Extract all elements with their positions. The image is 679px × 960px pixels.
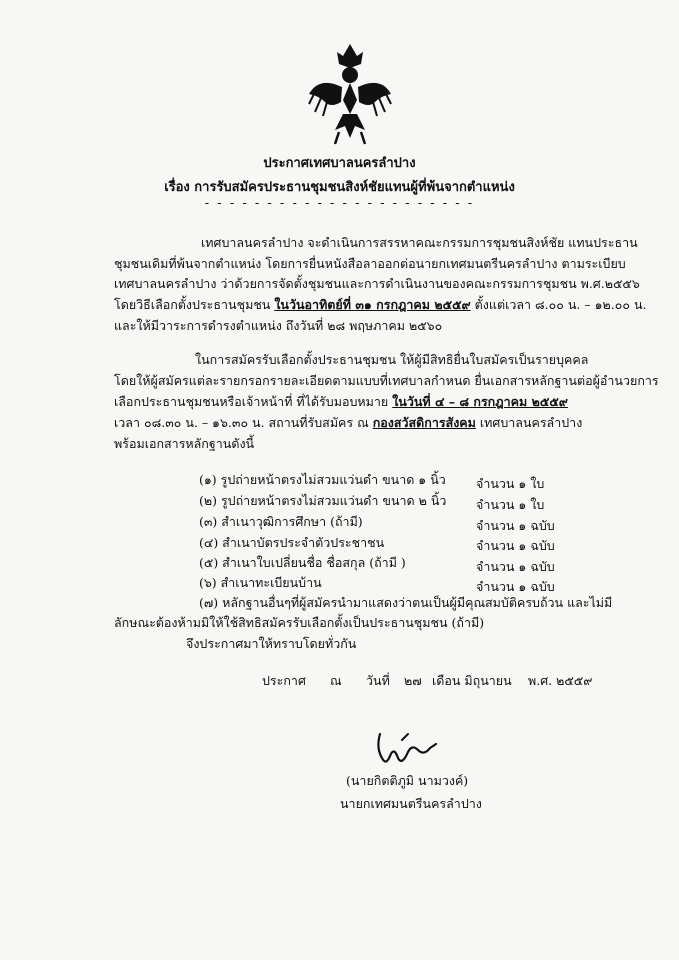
para1-line3: เทศบาลนครลำปาง ว่าด้วยการจัดตั้งชุมชนและการดำเนินงานของคณะกรรมการชุมชน พ.ศ.๒๕๕๖ bbox=[114, 276, 640, 291]
dateline-announced: ประกาศ bbox=[262, 673, 306, 688]
list-item-label: (๒) รูปถ่ายหน้าตรงไม่สวมแว่นดำ ขนาด ๒ นิ้ว bbox=[199, 493, 447, 508]
application-date: ในวันที่ ๔ – ๘ กรกฎาคม ๒๕๕๙ bbox=[392, 394, 568, 409]
list-item-label: (๖) สำเนาทะเบียนบ้าน bbox=[199, 575, 322, 590]
dateline-day: ๒๗ bbox=[404, 673, 422, 688]
list-item-qty: จำนวน ๑ ใบ bbox=[476, 497, 545, 512]
garuda-emblem-icon bbox=[305, 42, 395, 147]
list-item-qty: จำนวน ๑ ฉบับ bbox=[476, 538, 555, 553]
title-divider: - - - - - - - - - - - - - - - - - - - - - - bbox=[204, 196, 475, 211]
list-item-qty: จำนวน ๑ ฉบับ bbox=[476, 559, 555, 574]
list-item-label: (๔) สำเนาบัตรประจำตัวประชาชน bbox=[199, 535, 385, 550]
list-item-qty: จำนวน ๑ ใบ bbox=[476, 476, 545, 491]
list-item-qty: จำนวน ๑ ฉบับ bbox=[476, 579, 555, 594]
dateline-day-label: วันที่ bbox=[366, 673, 390, 688]
para2-line1: ในการสมัครรับเลือกตั้งประธานชุมชน ให้ผู้มีสิทธิยื่นใบสมัครเป็นรายบุคคล bbox=[195, 352, 589, 367]
para1-line1: เทศบาลนครลำปาง จะดำเนินการสรรหาคณะกรรมการชุมชนสิงห์ชัย แทนประธาน bbox=[201, 235, 638, 250]
para1-line5: และให้มีวาระการดำรงตำแหน่ง ถึงวันที่ ๒๘ พฤษภาคม ๒๕๖๐ bbox=[114, 318, 443, 333]
para2-line5: พร้อมเอกสารหลักฐานดังนี้ bbox=[114, 436, 255, 451]
list-item-label: (๕) สำเนาใบเปลี่ยนชื่อ ชื่อสกุล (ถ้ามี ) bbox=[199, 555, 406, 570]
para2-line2: โดยให้ผู้สมัครแต่ละรายกรอกรายละเอียดตามแบบที่เทศบาลกำหนด ยื่นเอกสารหลักฐานต่อผู้อำนวยการ bbox=[114, 373, 659, 388]
para1-line4: โดยวิธีเลือกตั้งประธานชุมชน ในวันอาทิตย์ที่ ๓๑ กรกฎาคม ๒๕๕๙ ตั้งแต่เวลา ๘.๐๐ น. – ๑๒.๐๐ น. bbox=[114, 297, 647, 312]
list-item-label: (๓) สำเนาวุฒิการศึกษา (ถ้ามี) bbox=[199, 514, 363, 529]
election-date: ในวันอาทิตย์ที่ ๓๑ กรกฎาคม ๒๕๕๙ bbox=[274, 297, 471, 312]
para2-line4: เวลา ๐๘.๓๐ น. – ๑๖.๓๐ น. สถานที่รับสมัคร ณ กองสวัสดิการสังคม เทศบาลนครลำปาง bbox=[114, 415, 583, 430]
para1-line2: ชุมชนเดิมที่พ้นจากตำแหน่ง โดยการยื่นหนังสือลาออกต่อนายกเทศมนตรีนครลำปาง ตามระเบียบ bbox=[114, 256, 626, 271]
dateline-at: ณ bbox=[330, 673, 342, 688]
list-item-label: (๑) รูปถ่ายหน้าตรงไม่สวมแว่นดำ ขนาด ๑ นิ้ว bbox=[199, 472, 446, 487]
application-location: กองสวัสดิการสังคม bbox=[372, 415, 476, 430]
announcement-subject: เรื่อง การรับสมัครประธานชุมชนสิงห์ชัยแทนผู้ที่พ้นจากตำแหน่ง bbox=[164, 180, 515, 195]
dateline-year: พ.ศ. ๒๕๕๙ bbox=[528, 673, 593, 688]
signatory-name: (นายกิตติภูมิ นามวงค์) bbox=[346, 773, 469, 788]
dateline-month: เดือน มิถุนายน bbox=[432, 673, 512, 688]
item7-line2: ลักษณะต้องห้ามมิให้ใช้สิทธิสมัครรับเลือกตั้งเป็นประธานชุมชน (ถ้ามี) bbox=[114, 615, 485, 630]
para2-line3: เลือกประธานชุมชนหรือเจ้าหน้าที่ ที่ได้รับมอบหมาย ในวันที่ ๔ – ๘ กรกฎาคม ๒๕๕๙ bbox=[114, 394, 568, 409]
handwritten-signature bbox=[372, 728, 442, 768]
announcement-title: ประกาศเทศบาลนครลำปาง bbox=[263, 156, 416, 171]
item7-line1: (๗) หลักฐานอื่นๆที่ผู้สมัครนำมาแสดงว่าตนเป็นผู้มีคุณสมบัติครบถ้วน และไม่มี bbox=[199, 595, 613, 610]
list-item-qty: จำนวน ๑ ฉบับ bbox=[476, 518, 555, 533]
signatory-position: นายกเทศมนตรีนครลำปาง bbox=[340, 796, 482, 811]
closing-statement: จึงประกาศมาให้ทราบโดยทั่วกัน bbox=[186, 636, 357, 651]
